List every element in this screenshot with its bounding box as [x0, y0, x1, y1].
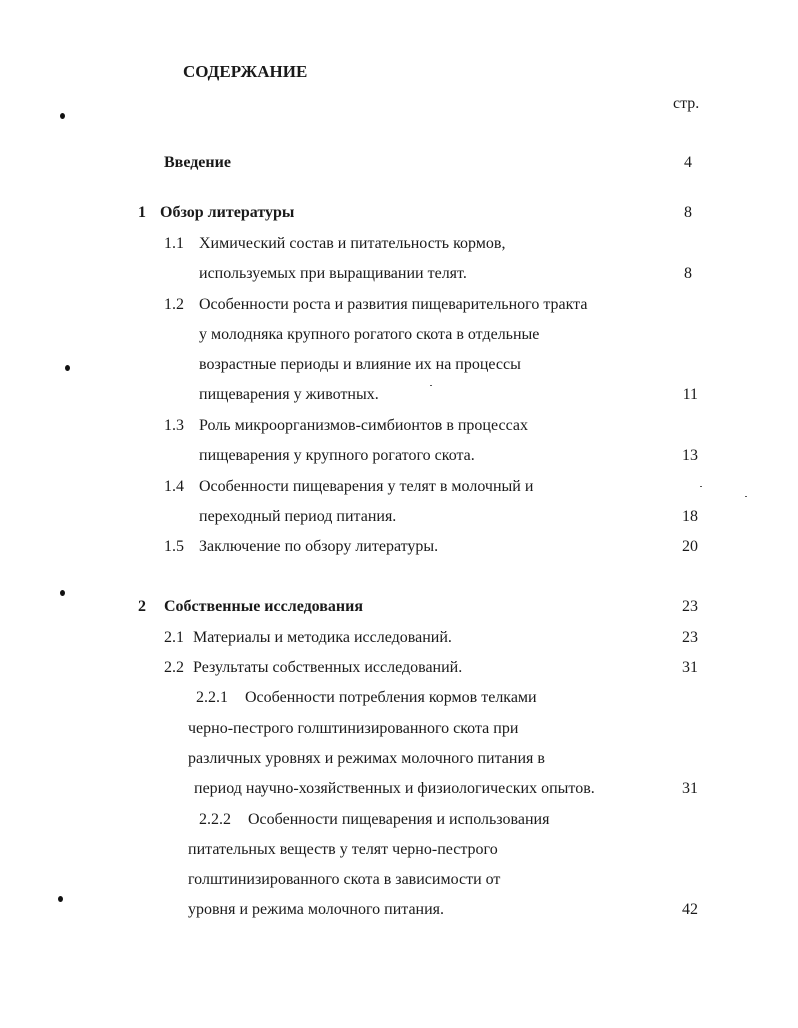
toc-line: Результаты собственных исследований. — [193, 659, 463, 676]
toc-page-number: 8 — [684, 265, 692, 282]
toc-number: 2.1 — [164, 629, 184, 646]
toc-line: пищеварения у крупного рогатого скота. — [199, 447, 475, 464]
toc-line: уровня и режима молочного питания. — [188, 901, 445, 918]
toc-line: Особенности потребления кормов телками — [245, 689, 537, 706]
toc-number: 1.1 — [164, 235, 184, 252]
toc-line: у молодняка крупного рогатого скота в отдельные — [199, 326, 540, 343]
toc-number: 2.2.1 — [196, 689, 228, 706]
punch-hole-mark — [60, 113, 65, 119]
scan-speck — [700, 486, 702, 487]
toc-line: Роль микроорганизмов-симбионтов в процессах — [199, 417, 528, 434]
toc-line: пищеварения у животных. — [199, 386, 379, 403]
toc-line: различных уровнях и режимах молочного питания в — [188, 750, 545, 767]
page-column-label: стр. — [673, 95, 700, 112]
toc-line: Особенности пищеварения у телят в молочный и — [199, 478, 534, 495]
toc-number: 1.4 — [164, 478, 184, 495]
toc-line: голштинизированного скота в зависимости от — [188, 871, 501, 888]
toc-label: Собственные исследования — [164, 598, 364, 615]
toc-line: переходный период питания. — [199, 508, 397, 525]
toc-number: 1.2 — [164, 296, 184, 313]
toc-line: период научно-хозяйственных и физиологических опытов. — [194, 780, 595, 797]
toc-line: Заключение по обзору литературы. — [199, 538, 439, 555]
toc-page-number: 18 — [682, 508, 698, 525]
toc-line: используемых при выращивании телят. — [199, 265, 467, 282]
toc-number: 2 — [138, 598, 146, 615]
punch-hole-mark — [60, 590, 65, 596]
toc-page-number: 8 — [684, 204, 692, 221]
toc-number: 1.5 — [164, 538, 184, 555]
toc-line: Особенности роста и развития пищеварительного тракта — [199, 296, 588, 313]
toc-line: возрастные периоды и влияние их на процессы — [199, 356, 521, 373]
scan-speck — [745, 496, 747, 497]
toc-label: Обзор литературы — [160, 204, 295, 221]
toc-page-number: 23 — [682, 598, 698, 615]
toc-page-number: 23 — [682, 629, 698, 646]
toc-number: 2.2.2 — [199, 811, 231, 828]
toc-page-number: 31 — [682, 780, 698, 797]
toc-number: 1 — [138, 204, 146, 221]
toc-page-number: 4 — [684, 154, 692, 171]
punch-hole-mark — [65, 365, 70, 371]
punch-hole-mark — [58, 896, 63, 902]
toc-number: 1.3 — [164, 417, 184, 434]
toc-line: черно-пестрого голштинизированного скота при — [188, 720, 519, 737]
toc-page-number: 11 — [682, 386, 698, 403]
toc-line: Материалы и методика исследований. — [193, 629, 452, 646]
toc-page-number: 13 — [682, 447, 698, 464]
scan-speck — [430, 385, 432, 386]
page-title: СОДЕРЖАНИЕ — [183, 62, 308, 81]
toc-line: питательных веществ у телят черно-пестрого — [188, 841, 498, 858]
toc-line: Химический состав и питательность кормов, — [199, 235, 506, 252]
toc-page-number: 31 — [682, 659, 698, 676]
toc-line: Особенности пищеварения и использования — [248, 811, 550, 828]
toc-number: 2.2 — [164, 659, 184, 676]
toc-page-number: 42 — [682, 901, 698, 918]
toc-page-number: 20 — [682, 538, 698, 555]
toc-label: Введение — [164, 154, 231, 171]
